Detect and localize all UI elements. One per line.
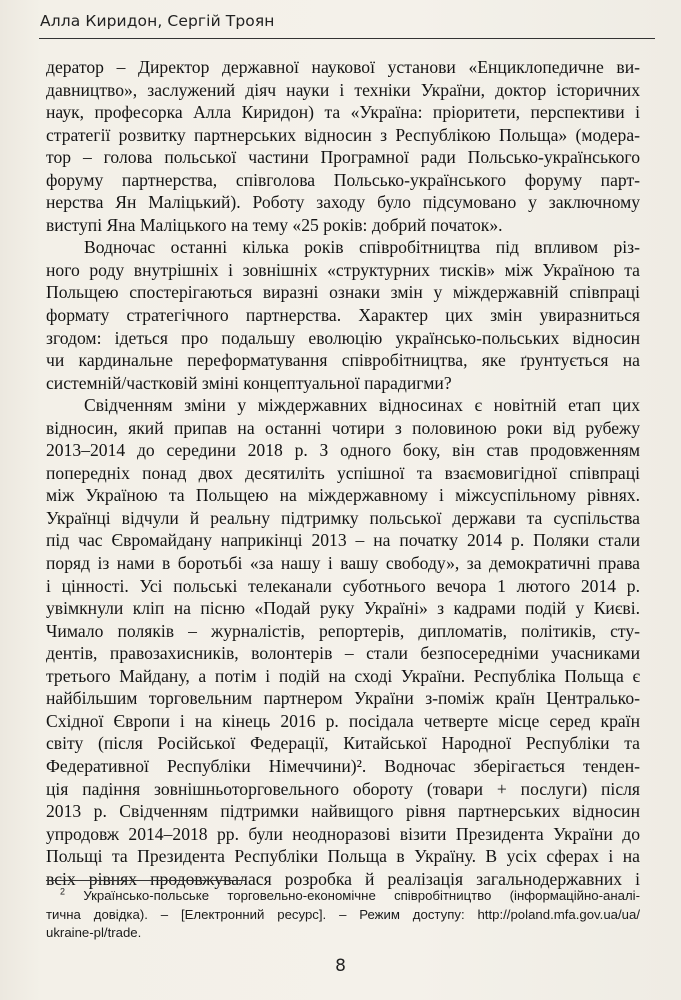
text-line: наук, професорка Алла Киридон) та «Україна: пріоритети, перспективи і <box>46 102 640 123</box>
text-line: форуму партнерства, співголова Польсько-українського форуму парт- <box>46 169 640 190</box>
text-line: світу (після Російської Федерації, Китайської Народної Республіки та <box>46 733 640 754</box>
text-line: давництво», заслужений діяч науки і техніки України, доктор історичних <box>46 79 640 100</box>
text-line: відносин, який припав на останні чотири з половиною роки від рубежу <box>46 417 640 438</box>
text-line: Польщею спостерігаються виразні ознаки змін у міждержавній співпраці <box>46 282 640 303</box>
text-line: третього Майдану, а потім і подій на сході України. Республіка Польща є <box>46 665 640 686</box>
footnote <box>46 887 640 943</box>
text-line: згодом: ідеться про подальшу еволюцію українсько-польських відносин <box>46 327 640 348</box>
text-line: дератор – Директор державної наукової установи «Енциклопедичне ви- <box>46 57 640 77</box>
text-line: 2013 р. Свідченням підтримки найвищого рівня партнерських відносин <box>46 801 640 822</box>
footnote-line <box>46 887 640 906</box>
header-rule <box>39 38 655 39</box>
text-line: Федеративної Республіки Німеччини)². Водночас зберігається тенден- <box>46 755 640 776</box>
footnote-text: ukraine-pl/trade. <box>46 925 142 941</box>
footnote-text: тична довідка). – [Електронний ресурс]. – Режим доступу: http://poland.mfa.gov.ua/ua/ <box>46 906 640 922</box>
page-number: 8 <box>335 956 346 976</box>
footnote-line <box>46 924 640 943</box>
text-line: нерства Ян Маліцький). Роботу заходу було підсумовано у заключному <box>46 192 640 213</box>
paragraph <box>46 56 640 236</box>
text-line: найбільшим торговельним партнером України з-поміж країн Централько- <box>46 688 640 709</box>
paragraph <box>46 394 640 890</box>
paragraph <box>46 236 640 394</box>
footnote-line <box>46 906 640 925</box>
footnote-text: Українсько-польське торговельно-економічне співробітництво (інформаційно-аналі- <box>83 888 640 903</box>
footnote-mark: 2 <box>60 886 66 897</box>
text-line: між Україною та Польщею на міждержавному і міжсуспільному рівнях. <box>46 485 640 506</box>
text-line: виступі Яна Маліцького на тему «25 років: добрий початок». <box>46 214 503 235</box>
text-line: Українці відчули й реальну підтримку польської держави та суспільства <box>46 507 640 528</box>
text-line: 2013–2014 до середини 2018 р. З одного боку, він став продовженням <box>46 440 640 461</box>
text-line: попередніх понад двох десятиліть успішної та взаємовигідної співпраці <box>46 462 640 483</box>
text-line: тор – голова польської частини Програмної ради Польсько-українського <box>46 147 640 168</box>
text-line: Свідченням зміни у міждержавних відносинах є новітній етап цих <box>84 395 640 416</box>
text-line: ного роду внутрішніх і зовнішніх «структурних тисків» між Україною та <box>46 259 640 280</box>
text-line: і цінності. Усі польські телеканали суботнього вечора 1 лютого 2014 р. <box>46 575 640 596</box>
text-line: поряд із нами в боротьбі «за нашу і вашу свободу», за демократичні права <box>46 553 640 574</box>
text-line: всіх рівнях продовжувалася розробка й реалізація загальнодержавних і <box>46 868 640 889</box>
main-text <box>46 56 640 890</box>
text-line: під час Євромайдану наприкінці 2013 – на початку 2014 р. Поляки стали <box>46 530 640 551</box>
text-line: Польщі та Президента Республіки Польща в Україну. В усіх сферах і на <box>46 846 640 867</box>
text-line: дентів, правозахисників, волонтерів – стали безпосередніми учасниками <box>46 643 640 664</box>
text-line: ція падіння зовнішньоторговельного обороту (товари + послуги) після <box>46 778 640 799</box>
running-head: Алла Киридон, Сергій Троян <box>40 12 275 30</box>
text-line: чи кардинальне переформатування співробітництва, яке ґрунтується на <box>46 350 640 371</box>
text-line: увімкнули кліп на пісню «Подай руку Україні» з кадрами подій у Києві. <box>46 598 640 619</box>
text-line: Водночас останні кілька років співробітництва під впливом різ- <box>84 237 640 258</box>
footnote-rule <box>46 880 246 881</box>
text-line: стратегії розвитку партнерських відносин з Республікою Польща» (модера- <box>46 124 640 145</box>
text-line: формату стратегічного партнерства. Характер цих змін увиразниться <box>46 305 640 326</box>
text-line: системній/частковій зміні концептуальної парадигми? <box>46 372 452 393</box>
text-line: упродовж 2014–2018 рр. були неодноразові візити Президента України до <box>46 823 640 844</box>
text-line: Чимало поляків – журналістів, репортерів, дипломатів, політиків, сту- <box>46 620 640 641</box>
text-line: Східної Європи і на кінець 2016 р. посідала четверте місце серед країн <box>46 710 640 731</box>
